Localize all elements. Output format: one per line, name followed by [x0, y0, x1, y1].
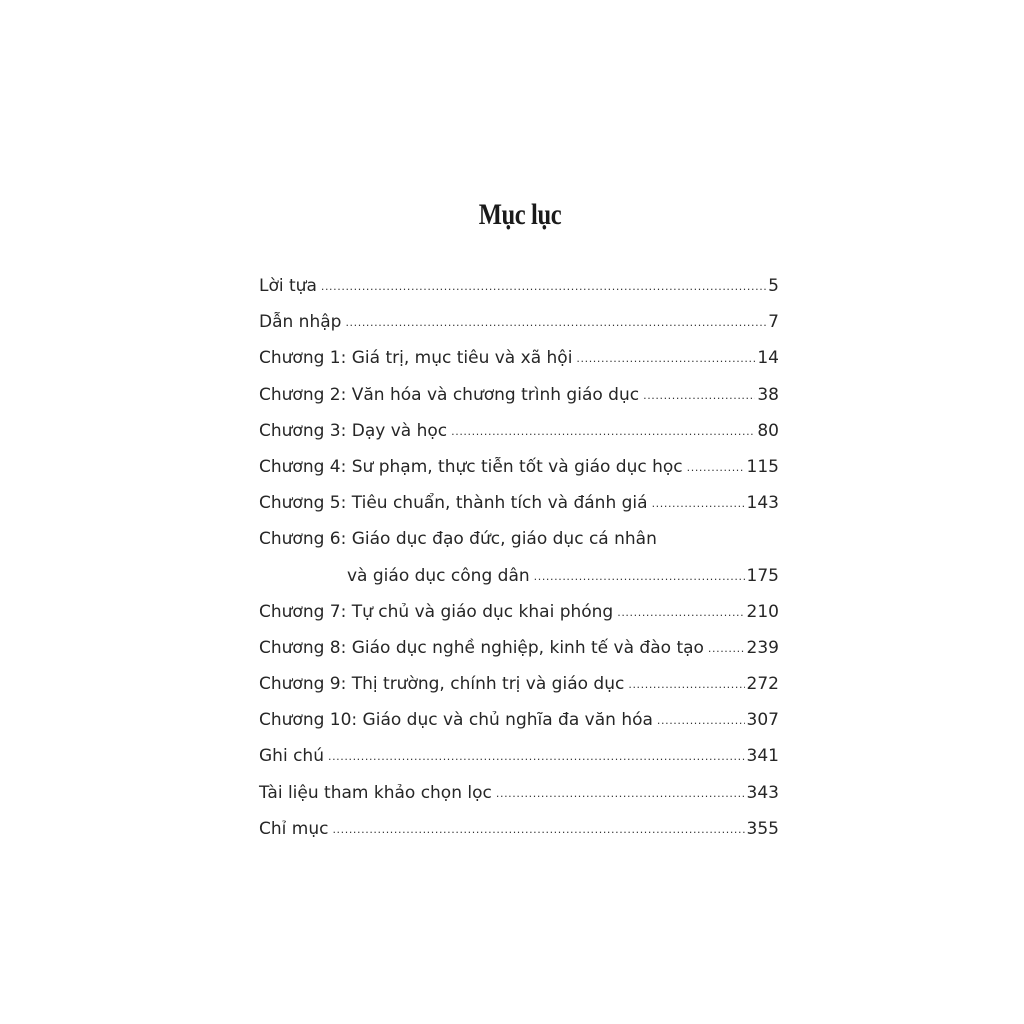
- toc-entry-page-number: 14: [757, 348, 779, 369]
- dot-leader: [345, 316, 766, 329]
- toc-entry: [259, 674, 779, 710]
- dot-leader: [451, 425, 755, 438]
- dot-leader: [708, 642, 745, 655]
- toc-entry-page-number: 343: [746, 782, 779, 803]
- toc-entry-page-number: 307: [746, 710, 779, 731]
- page-title: Mục lục: [478, 198, 562, 231]
- toc-entry: [259, 276, 779, 312]
- dot-leader: [332, 823, 744, 836]
- toc-entry-label: Chương 7: Tự chủ và giáo dục khai phóng: [259, 601, 614, 622]
- toc-entry-label-continued: và giáo dục công dân: [347, 565, 530, 586]
- toc-entry-continuation: [259, 566, 779, 602]
- toc-entry: [259, 819, 779, 855]
- toc-entry-label: Tài liệu tham khảo chọn lọc: [259, 782, 492, 803]
- dot-leader: [687, 461, 745, 474]
- dot-leader: [321, 280, 766, 293]
- toc-entry-page-number: 80: [757, 420, 779, 441]
- toc-entry-page-number: 7: [768, 312, 779, 333]
- toc-entry-label: Chương 9: Thị trường, chính trị và giáo dục: [259, 674, 625, 695]
- toc-entry: [259, 602, 779, 638]
- dot-leader: [617, 606, 744, 619]
- dot-leader: [657, 714, 745, 727]
- toc-entry-page-number: 115: [746, 456, 779, 477]
- dot-leader: [652, 497, 745, 510]
- toc-entry: [259, 312, 779, 348]
- toc-entry-label: Chương 2: Văn hóa và chương trình giáo dục: [259, 384, 640, 405]
- toc-entry: [259, 348, 779, 384]
- toc-entry: [259, 457, 779, 493]
- toc-entry: [259, 385, 779, 421]
- toc-entry-label: Ghi chú: [259, 746, 324, 767]
- toc-entry: [259, 493, 779, 529]
- toc-entry: [259, 783, 779, 819]
- toc-entry: [259, 710, 779, 746]
- toc-entry-label: Chương 8: Giáo dục nghề nghiệp, kinh tế và đào tạo: [259, 637, 704, 658]
- toc-entry-label: Lời tựa: [259, 276, 317, 296]
- toc-list: [259, 276, 779, 855]
- toc-entry-label: Chương 4: Sư phạm, thực tiễn tốt và giáo dục học: [259, 456, 683, 477]
- dot-leader: [576, 352, 755, 365]
- toc-entry-label: Chương 3: Dạy và học: [259, 420, 448, 441]
- dot-leader: [328, 750, 745, 763]
- toc-entry-label: Chương 6: Giáo dục đạo đức, giáo dục cá nhân: [259, 529, 657, 550]
- toc-entry-label: Chương 1: Giá trị, mục tiêu và xã hội: [259, 348, 573, 369]
- toc-entry-page-number: 355: [746, 818, 779, 839]
- toc-entry-label: Chương 5: Tiêu chuẩn, thành tích và đánh giá: [259, 493, 648, 514]
- toc-entry: [259, 529, 779, 565]
- toc-entry-page-number: 5: [768, 276, 779, 296]
- toc-entry: [259, 746, 779, 782]
- dot-leader: [628, 678, 744, 691]
- dot-leader: [534, 570, 745, 583]
- toc-entry-page-number: 210: [746, 601, 779, 622]
- toc-entry: [259, 638, 779, 674]
- toc-entry-page-number: 143: [746, 493, 779, 514]
- toc-entry-page-number: 38: [757, 384, 779, 405]
- toc-entry-label: Dẫn nhập: [259, 312, 342, 333]
- toc-entry-label: Chỉ mục: [259, 818, 329, 839]
- toc-entry-page-number: 341: [746, 746, 779, 767]
- toc-entry-page-number: 239: [746, 637, 779, 658]
- toc-entry-label: Chương 10: Giáo dục và chủ nghĩa đa văn hóa: [259, 710, 653, 731]
- dot-leader: [496, 787, 745, 800]
- dot-leader: [643, 389, 755, 402]
- toc-entry-page-number: 175: [746, 565, 779, 586]
- toc-entry-page-number: 272: [746, 674, 779, 695]
- toc-entry: [259, 421, 779, 457]
